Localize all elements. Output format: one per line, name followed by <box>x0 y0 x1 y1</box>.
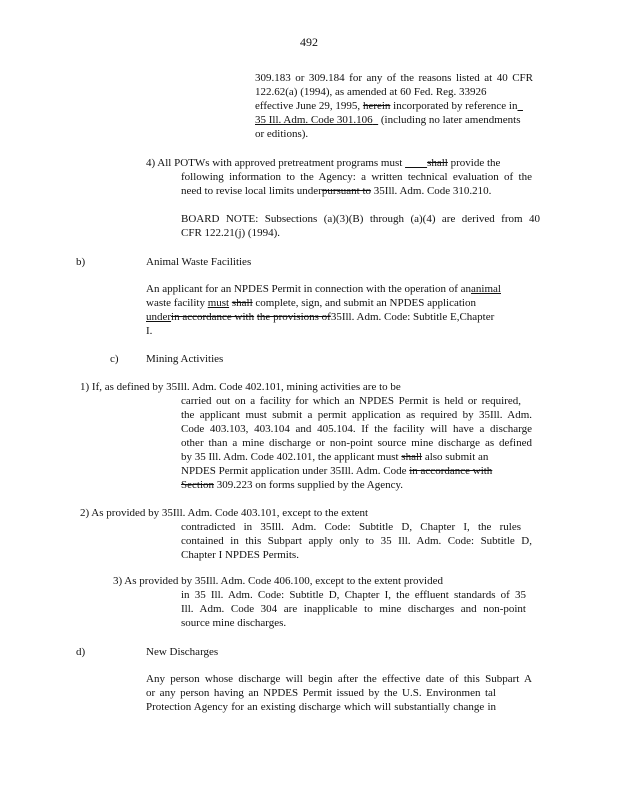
deleted-text: Section <box>181 479 214 491</box>
text-span: 309.223 on forms supplied by the Agency. <box>216 479 404 491</box>
text-line: BOARD NOTE: Subsections (a)(3)(B) through (a)(4) are derived from 40 <box>181 213 540 225</box>
text-span: by 35 Ill. Adm. Code 402.101, the applicant must <box>181 451 399 463</box>
deleted-text: the provisions of <box>256 311 331 323</box>
text-line: Ill. Adm. Code 304 are inapplicable to mine discharges and non-point <box>181 603 526 615</box>
section-heading: Animal Waste Facilities <box>146 256 252 268</box>
text-line: I. <box>146 325 153 337</box>
text-line: Chapter I NPDES Permits. <box>181 549 299 561</box>
deleted-text: shall <box>427 157 448 169</box>
text-line: or editions). <box>255 128 309 140</box>
text-span: 4) All POTWs with approved pretreatment programs must <box>146 157 403 169</box>
text-span: effective June 29, 1995, <box>255 100 361 112</box>
text-span: provide the <box>450 157 501 169</box>
text-line: 3) As provided by 35Ill. Adm. Code 406.100, except to the extent provided <box>113 575 443 587</box>
inserted-text: under <box>146 311 172 323</box>
section-heading: Mining Activities <box>146 353 224 365</box>
text-span: NPDES Permit application under 35Ill. Adm. Code <box>181 465 407 477</box>
inserted-text: 35 Ill. Adm. Code 301.106 <box>255 114 373 126</box>
text-span: 35Ill. Adm. Code 310.210. <box>373 185 492 197</box>
text-line: 122.62(a) (1994), as amended at 60 Fed. Reg. 33926 <box>255 86 487 98</box>
section-label: d) <box>76 646 86 658</box>
text-line <box>181 465 492 478</box>
text-line: other than a mine discharge or non-point source mine discharge as defined <box>181 437 532 449</box>
text-line: following information to the Agency: a written technical evaluation of the <box>181 171 532 183</box>
section-heading: New Discharges <box>146 646 219 658</box>
text-span: 35Ill. Adm. Code: Subtitle E,Chapter <box>330 311 495 323</box>
deleted-text: shall <box>401 451 423 463</box>
text-line <box>255 100 535 113</box>
deleted-text: in accordance with <box>409 465 493 477</box>
text-line <box>146 283 528 296</box>
text-line <box>146 297 476 310</box>
text-line: 2) As provided by 35Ill. Adm. Code 403.101, except to the extent <box>80 507 369 519</box>
text-line <box>146 311 494 324</box>
text-span: incorporated by reference in <box>393 100 518 112</box>
deleted-text: herein <box>362 100 391 112</box>
text-span: (including no later amendments <box>380 114 521 126</box>
text-line: or any person having an NPDES Permit issued by the U.S. Environmen tal <box>146 687 496 699</box>
text-line: source mine discharges. <box>181 617 287 629</box>
text-line: CFR 122.21(j) (1994). <box>181 227 280 239</box>
inserted-text: animal <box>471 283 501 295</box>
deleted-text: shall <box>231 297 253 309</box>
deleted-text: pursuant to <box>321 185 372 197</box>
text-span: complete, sign, and submit an NPDES application <box>255 297 476 309</box>
text-span: An applicant for an NPDES Permit in connection with the operation of an <box>146 283 472 295</box>
text-line <box>146 157 532 170</box>
text-line: contradicted in 35Ill. Adm. Code: Subtitle D, Chapter I, the rules <box>181 521 521 533</box>
text-line: 309.183 or 309.184 for any of the reasons listed at 40 CFR <box>255 72 533 84</box>
text-line: contained in this Subpart apply only to 35 Ill. Adm. Code: Subtitle D, <box>181 535 532 547</box>
text-line: Code 403.103, 403.104 and 405.104. If the facility will have a discharge <box>181 423 532 435</box>
text-line: carried out on a facility for which an NPDES Permit is held or required, <box>181 395 521 407</box>
text-line: the applicant must submit a permit application as required by 35Ill. Adm. <box>181 409 532 421</box>
text-line <box>181 185 491 198</box>
text-span: waste facility <box>146 297 205 309</box>
page-number: 492 <box>300 35 318 49</box>
deleted-text: in accordance with <box>171 311 255 323</box>
text-line: in 35 Ill. Adm. Code: Subtitle D, Chapter I, the effluent standards of 35 <box>181 589 526 601</box>
text-line: Any person whose discharge will begin after the effective date of this Subpart A <box>146 673 532 685</box>
text-line: 1) If, as defined by 35Ill. Adm. Code 402.101, mining activities are to be <box>80 381 401 393</box>
section-label: c) <box>110 353 119 365</box>
text-line <box>255 114 535 127</box>
text-span: also submit an <box>424 451 489 463</box>
inserted-text: must <box>207 297 230 309</box>
text-line: Protection Agency for an existing discharge which will substantially change in <box>146 701 496 713</box>
text-span: need to revise local limits under <box>181 185 322 197</box>
text-line <box>181 479 403 492</box>
text-line <box>181 451 488 464</box>
section-label: b) <box>76 256 86 268</box>
